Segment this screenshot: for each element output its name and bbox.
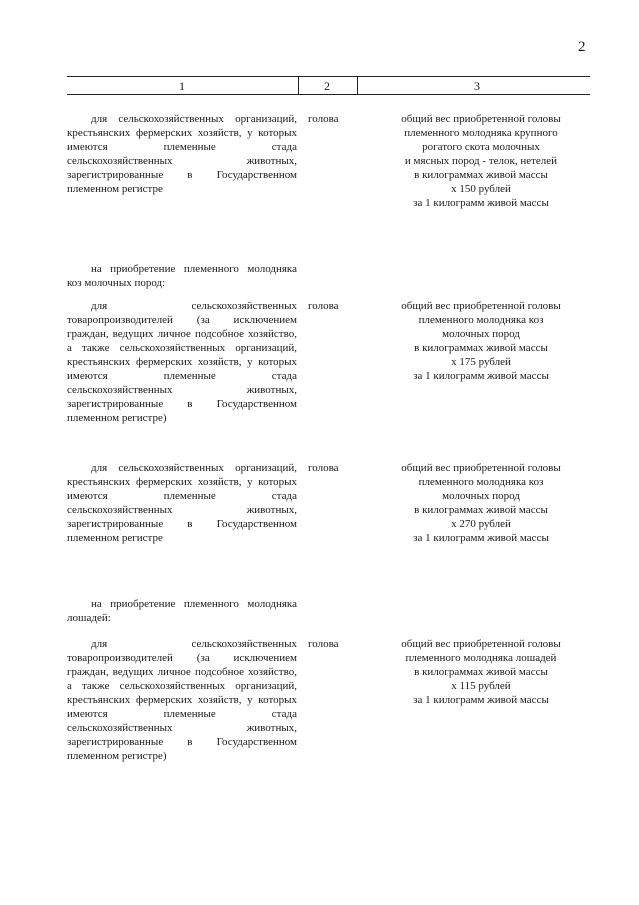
column-divider xyxy=(298,77,299,94)
row-formula: общий вес приобретенной головы племенного молодняка крупного рогатого скота молочных и мясных пород - телок, нетелей в килограммах живой массы х 150 рублей за 1 килограмм живой массы xyxy=(401,113,561,209)
row-unit: голова xyxy=(308,638,339,650)
row-unit: голова xyxy=(308,462,339,474)
row-formula: общий вес приобретенной головы племенного молодняка коз молочных пород в килограммах живой массы х 175 рублей за 1 килограмм живой массы xyxy=(401,300,561,382)
row-unit: голова xyxy=(308,300,339,312)
header-col-1: 1 xyxy=(179,79,185,93)
row-description: для сельскохозяйственных организаций, крестьянских фермерских хозяйств, у которых имеются племенные стада сельскохозяйственных животных, зарегистрированные в Государственном племенном регистре xyxy=(67,462,297,544)
section-heading-text: на приобретение племенного молодняка коз молочных пород: xyxy=(67,263,297,289)
column-divider xyxy=(357,77,358,94)
row-formula: общий вес приобретенной головы племенного молодняка коз молочных пород в килограммах живой массы х 270 рублей за 1 килограмм живой массы xyxy=(401,462,561,544)
row-description: для сельскохозяйственных организаций, крестьянских фермерских хозяйств, у которых имеются племенные стада сельскохозяйственных животных, зарегистрированные в Государственном племенном регистре xyxy=(67,113,297,195)
header-col-3: 3 xyxy=(474,79,480,93)
page-number: 2 xyxy=(578,39,586,55)
section-heading-text: на приобретение племенного молодняка лошадей: xyxy=(67,598,297,624)
row-description: для сельскохозяйственных товаропроизводителей (за исключением граждан, ведущих личное подсобное хозяйство, а также сельскохозяйственных организаций, крестьянских фермерских хозяйств, у которых имеются племенные стада сельскохозяйственных животных, зарегистрированные в Государственном племенном регистре) xyxy=(67,300,297,424)
row-formula: общий вес приобретенной головы племенного молодняка лошадей в килограммах живой массы х 115 рублей за 1 килограмм живой массы xyxy=(401,638,561,706)
row-description: для сельскохозяйственных товаропроизводителей (за исключением граждан, ведущих личное подсобное хозяйство, а также сельскохозяйственных организаций, крестьянских фермерских хозяйств, у которых имеются племенные стада сельскохозяйственных животных, зарегистрированные в Государственном племенном регистре) xyxy=(67,638,297,762)
row-unit: голова xyxy=(308,113,339,125)
header-col-2: 2 xyxy=(324,79,330,93)
table-header xyxy=(67,76,590,95)
